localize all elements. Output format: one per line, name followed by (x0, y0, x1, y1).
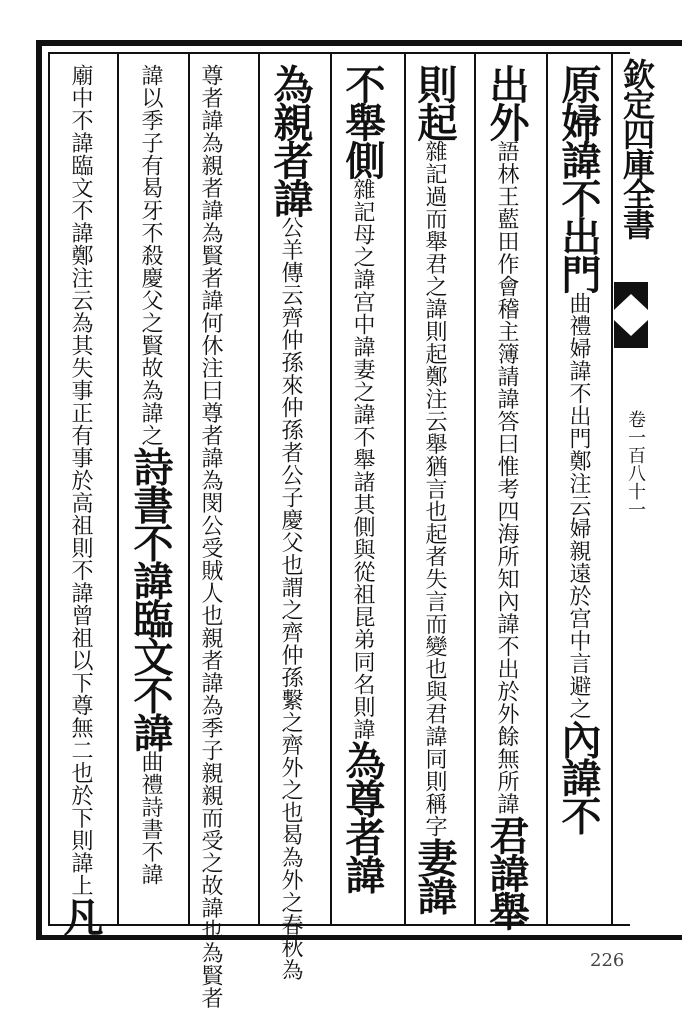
column-divider (117, 54, 119, 924)
annotation-text: 諱以季子有曷牙不殺慶父之賢故為諱之 (138, 64, 163, 447)
annotation-text: 曲禮婦諱不出門鄭注云婦親遠於宫中言避之 (566, 292, 591, 720)
text-column-3 (412, 64, 456, 924)
heading-text: 原婦諱不出門 (555, 64, 602, 292)
column-divider (474, 54, 476, 924)
annotation-text: 公羊傳云齊仲孫來仲孫者公子慶父也謂之齊仲孫繫之齊外之也曷為外之春秋為 (278, 216, 303, 981)
heading-text: 為親者諱 (267, 64, 314, 216)
column-divider (188, 54, 190, 924)
page-number: 226 (590, 950, 625, 971)
annotation-text: 語林王藍田作會稽主簿請諱答曰惟考四海所知內諱不出於外餘無所諱 (494, 140, 519, 815)
juan-label: 卷一百八十一 (625, 410, 646, 518)
heading-text: 出外 (483, 64, 530, 140)
annotation-text: 尊者諱為親者諱為賢者諱何休注曰尊者諱為閔公受賊人也親者諱為季子親親而受之故諱也為賢者 (198, 64, 223, 1009)
heading-text: 凡 (57, 896, 104, 935)
heading-text: 詩書不諱臨文不諱 (127, 446, 174, 751)
annotation-text: 廟中不諱臨文不諱鄭注云為其失事正有事於高祖則不諱曾祖以下尊無二也於下則諱上 (68, 64, 93, 897)
heading-text: 為尊者諱 (339, 740, 386, 893)
heading-text: 妻諱 (411, 837, 458, 914)
annotation-text: 雜記母之諱宫中諱妻之諱不舉諸其側與從祖昆弟同名則諱 (350, 178, 375, 741)
column-divider (546, 54, 548, 924)
column-divider (258, 54, 260, 924)
text-column-8 (57, 64, 104, 935)
text-column-2 (483, 64, 530, 929)
heading-text: 則起 (411, 64, 458, 140)
text-column-7 (128, 64, 172, 924)
text-column-6 (198, 64, 223, 1009)
fish-tail-mark (614, 280, 648, 350)
annotation-text: 雜記過而舉君之諱則起鄭注云舉猶言也起者失言而變也與君諱同則稱字 (422, 140, 447, 838)
inner-rule-top (48, 52, 630, 54)
annotation-text: 曲禮詩書不諱 (138, 750, 163, 886)
heading-text: 君諱舉 (483, 815, 530, 929)
inner-rule-bottom (48, 924, 630, 926)
heading-text: 不舉側 (339, 64, 386, 178)
text-column-1 (556, 64, 600, 924)
column-divider (330, 54, 332, 924)
text-column-4 (340, 64, 384, 924)
inner-rule-left (48, 52, 50, 926)
heading-text: 內諱不 (555, 719, 602, 834)
column-divider (404, 54, 406, 924)
text-column-5 (267, 64, 314, 981)
margin-title: 欽定四庫全書 (618, 58, 656, 238)
